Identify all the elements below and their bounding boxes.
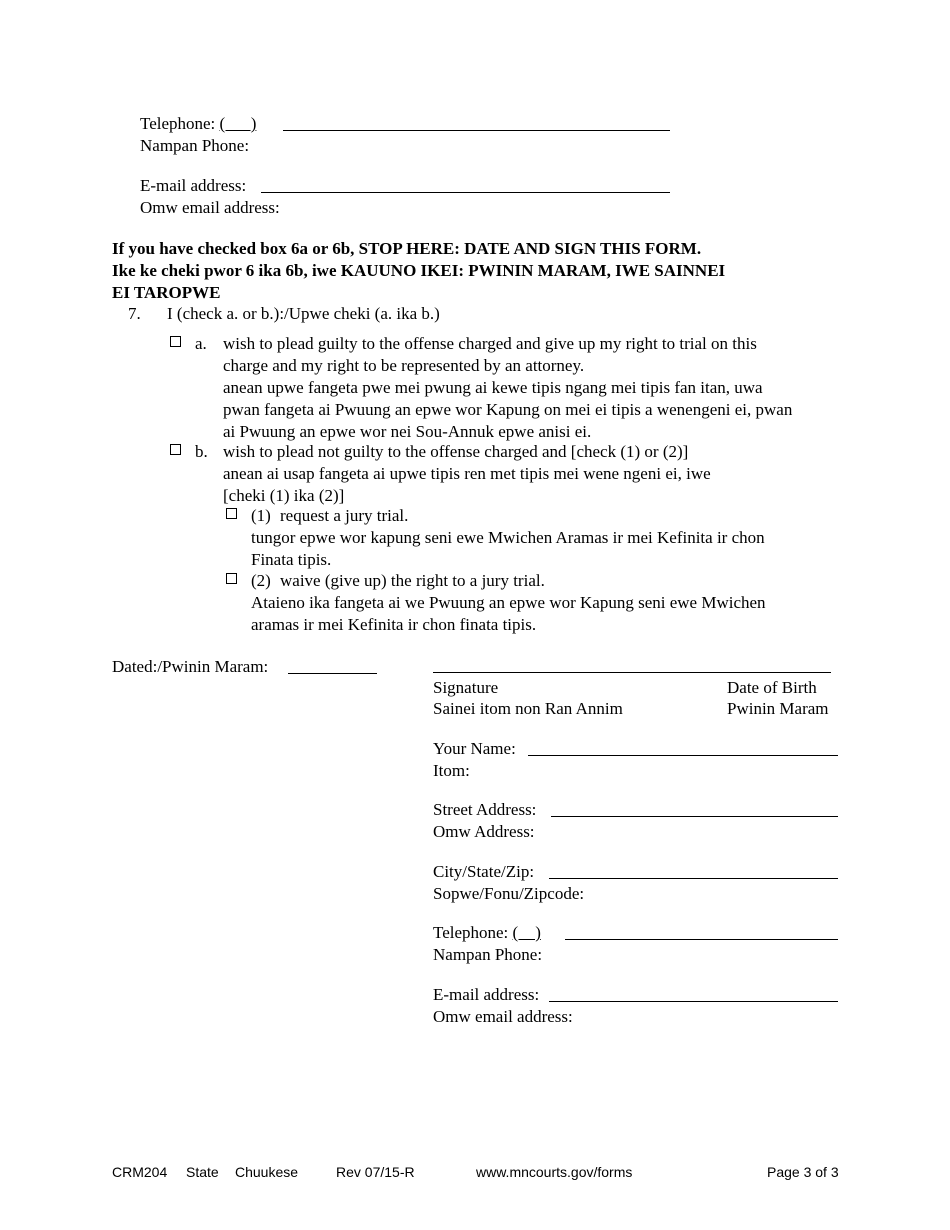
option-b1-checkbox[interactable] [226, 508, 237, 519]
dated-label: Dated:/Pwinin Maram: [112, 657, 269, 676]
street-address-translation: Omw Address: [433, 822, 535, 841]
footer-state: State [186, 1164, 219, 1180]
option-b-checkbox[interactable] [170, 444, 181, 455]
option-b2-line: aramas ir mei Kefinita ir chon finata tipis. [251, 615, 537, 634]
city-state-zip-label: City/State/Zip: [433, 862, 535, 881]
option-b2-number: (2) [251, 571, 271, 590]
option-a-letter: a. [195, 334, 207, 353]
top-telephone-translation: Nampan Phone: [140, 136, 250, 155]
top-telephone-area-code: ( ) [219, 114, 257, 133]
option-a-line: wish to plead guilty to the offense charged and give up my right to trial on this [223, 334, 757, 353]
top-email-label: E-mail address: [140, 176, 247, 195]
option-b-letter: b. [195, 442, 208, 461]
sig-telephone-area-code: ( ) [512, 923, 541, 942]
your-name-label: Your Name: [433, 739, 516, 758]
city-state-zip-translation: Sopwe/Fonu/Zipcode: [433, 884, 585, 903]
stop-notice-line2: Ike ke cheki pwor 6 ika 6b, iwe KAUUNO IKEI: PWININ MARAM, IWE SAINNEI [112, 261, 726, 280]
footer-form-id: CRM204 [112, 1164, 168, 1180]
option-b1-line: Finata tipis. [251, 550, 332, 569]
option-b1-line: tungor epwe wor kapung seni ewe Mwichen Aramas ir mei Kefinita ir chon [251, 528, 765, 547]
option-b1-translation [251, 527, 765, 571]
option-b2-line: waive (give up) the right to a jury trial. [280, 571, 545, 590]
your-name-line[interactable] [528, 755, 838, 756]
option-b-line: wish to plead not guilty to the offense charged and [check (1) or (2)] [223, 442, 689, 461]
sig-telephone-label: Telephone: ( ) [433, 923, 541, 942]
sig-telephone-translation: Nampan Phone: [433, 945, 543, 964]
item7-heading: I (check a. or b.):/Upwe cheki (a. ika b.) [167, 304, 440, 323]
city-state-zip-line[interactable] [549, 878, 838, 879]
option-a-line: pwan fangeta ai Pwuung an epwe wor Kapung on mei ei tipis a wenengeni ei, pwan [223, 400, 793, 419]
option-a-checkbox[interactable] [170, 336, 181, 347]
option-a-text [223, 333, 792, 443]
option-b-line: [cheki (1) ika (2)] [223, 486, 345, 505]
signature-translation: Sainei itom non Ran Annim [433, 699, 623, 718]
option-b2-line: Ataieno ika fangeta ai we Pwuung an epwe wor Kapung seni ewe Mwichen [251, 593, 766, 612]
footer-page-number: Page 3 of 3 [767, 1164, 839, 1180]
footer-language: Chuukese [235, 1164, 299, 1180]
signature-line[interactable] [433, 672, 831, 673]
sig-email-translation: Omw email address: [433, 1007, 573, 1026]
top-telephone-label: Telephone: ( ) [140, 114, 257, 133]
stop-notice-line1: If you have checked box 6a or 6b, STOP HERE: DATE AND SIGN THIS FORM. [112, 239, 702, 258]
top-telephone-line[interactable] [283, 130, 670, 131]
stop-notice-line3: EI TAROPWE [112, 283, 221, 302]
footer-url[interactable]: www.mncourts.gov/forms [476, 1164, 633, 1180]
option-b1-number: (1) [251, 506, 271, 525]
street-address-label: Street Address: [433, 800, 537, 819]
option-a-line: ai Pwuung an epwe wor nei Sou-Annuk epwe anisi ei. [223, 422, 592, 441]
top-email-translation: Omw email address: [140, 198, 280, 217]
option-a-line: anean upwe fangeta pwe mei pwung ai kewe tipis ngang mei tipis fan itan, uwa [223, 378, 763, 397]
footer-revision: Rev 07/15-R [336, 1164, 415, 1180]
top-email-line[interactable] [261, 192, 670, 193]
option-b2-translation [251, 592, 766, 636]
option-b-line: anean ai usap fangeta ai upwe tipis ren met tipis mei wene ngeni ei, iwe [223, 464, 711, 483]
your-name-translation: Itom: [433, 761, 470, 780]
dated-line[interactable] [288, 673, 377, 674]
sig-telephone-line[interactable] [565, 939, 838, 940]
dob-translation: Pwinin Maram [727, 699, 829, 718]
option-b-text [223, 441, 711, 507]
option-a-line: charge and my right to be represented by an attorney. [223, 356, 585, 375]
dob-label: Date of Birth [727, 678, 817, 697]
sig-email-line[interactable] [549, 1001, 838, 1002]
option-b1-line: request a jury trial. [280, 506, 409, 525]
sig-email-label: E-mail address: [433, 985, 540, 1004]
option-b2-checkbox[interactable] [226, 573, 237, 584]
item7-number: 7. [128, 304, 141, 323]
signature-label: Signature [433, 678, 499, 697]
street-address-line[interactable] [551, 816, 838, 817]
